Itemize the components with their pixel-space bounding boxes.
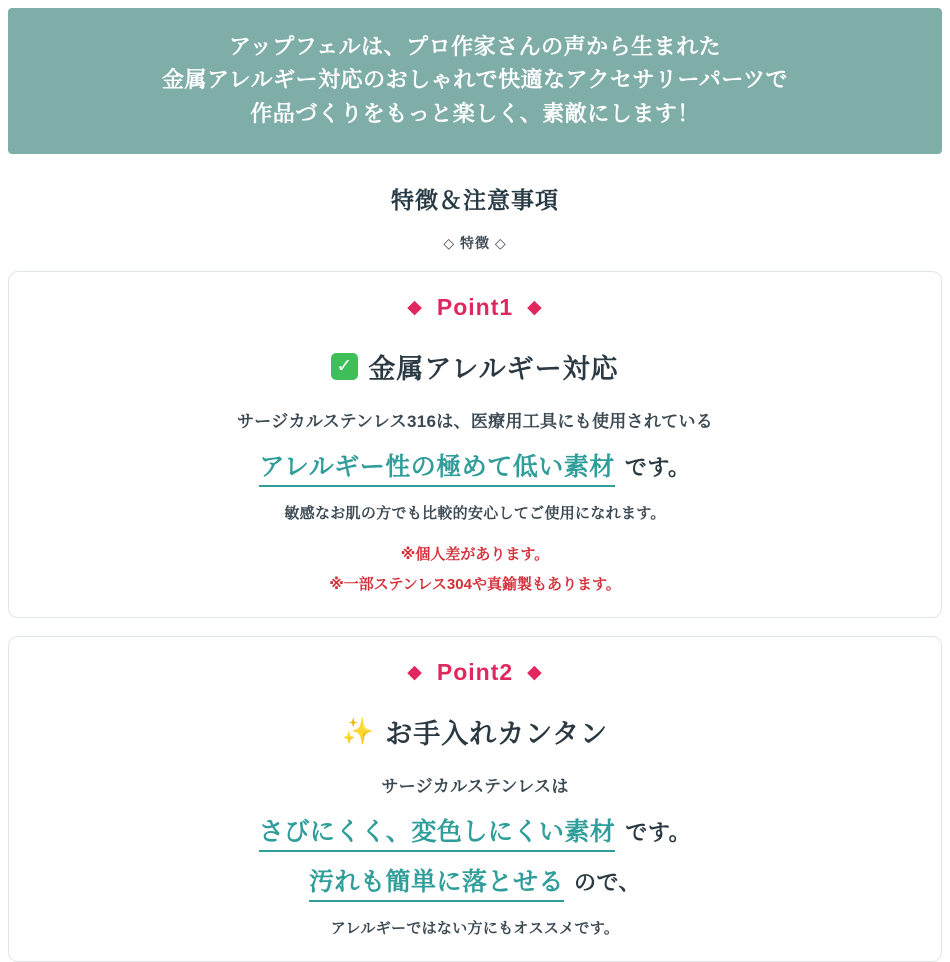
hero-line-3: 作品づくりをもっと楽しく、素敵にします！ [250,100,700,126]
point2-label: Point2 [436,658,514,685]
point2-heading: お手入れカンタン [385,718,609,749]
diamond-right-icon: ◆ [527,297,543,319]
point2-emphasis: さびにくく、変色しにくい素材 [259,812,616,852]
diamond-left-icon: ◆ [407,661,423,683]
point1-note-2: ※一部ステンレス304や真鍮製もあります。 [329,575,621,593]
hero-banner [8,8,942,154]
section-subtitle: ◇ 特徴 ◇ [443,235,507,252]
sparkles-icon: ✨ [341,716,376,747]
feature-card-point2 [8,636,942,962]
point1-label: Point1 [436,294,514,321]
section-title: 特徴＆注意事項 [391,187,559,214]
hero-line-1: アップフェルは、プロ作家さんの声から生まれた [228,34,722,59]
point2-heading-row [27,712,923,751]
point2-emphasis2-suffix: ので、 [573,869,642,895]
point1-body: サージカルステンレス316は、医療用工具にも使用されている [236,412,714,432]
point1-emphasis-row [27,447,923,487]
point1-emphasis-suffix: です。 [624,455,691,481]
point2-label-row [27,659,923,686]
point2-emphasis-suffix: です。 [625,819,692,845]
point1-note-1: ※個人差があります。 [400,545,550,563]
feature-card-point1 [8,271,942,617]
point1-label-row [27,294,923,321]
point1-emphasis: アレルギー性の極めて低い素材 [259,447,614,487]
point2-emphasis2-row [27,862,923,902]
point2-body: サージカルステンレスは [381,776,569,796]
point2-subbody: アレルギーではない方にもオススメです。 [330,919,620,937]
point2-emphasis-2: 汚れも簡単に落とせる [309,862,564,902]
point1-heading: 金属アレルギー対応 [368,354,619,385]
diamond-left-icon: ◆ [407,297,423,319]
point1-subbody: 敏感なお肌の方でも比較的安心してご使用になれます。 [284,505,666,523]
document-page [0,8,950,958]
point1-heading-row [27,347,923,386]
point2-emphasis-row [27,812,923,852]
hero-line-2: 金属アレルギー対応のおしゃれで快適なアクセサリーパーツで [162,67,788,93]
diamond-right-icon: ◆ [527,661,543,683]
check-icon: ✓ [331,353,358,380]
